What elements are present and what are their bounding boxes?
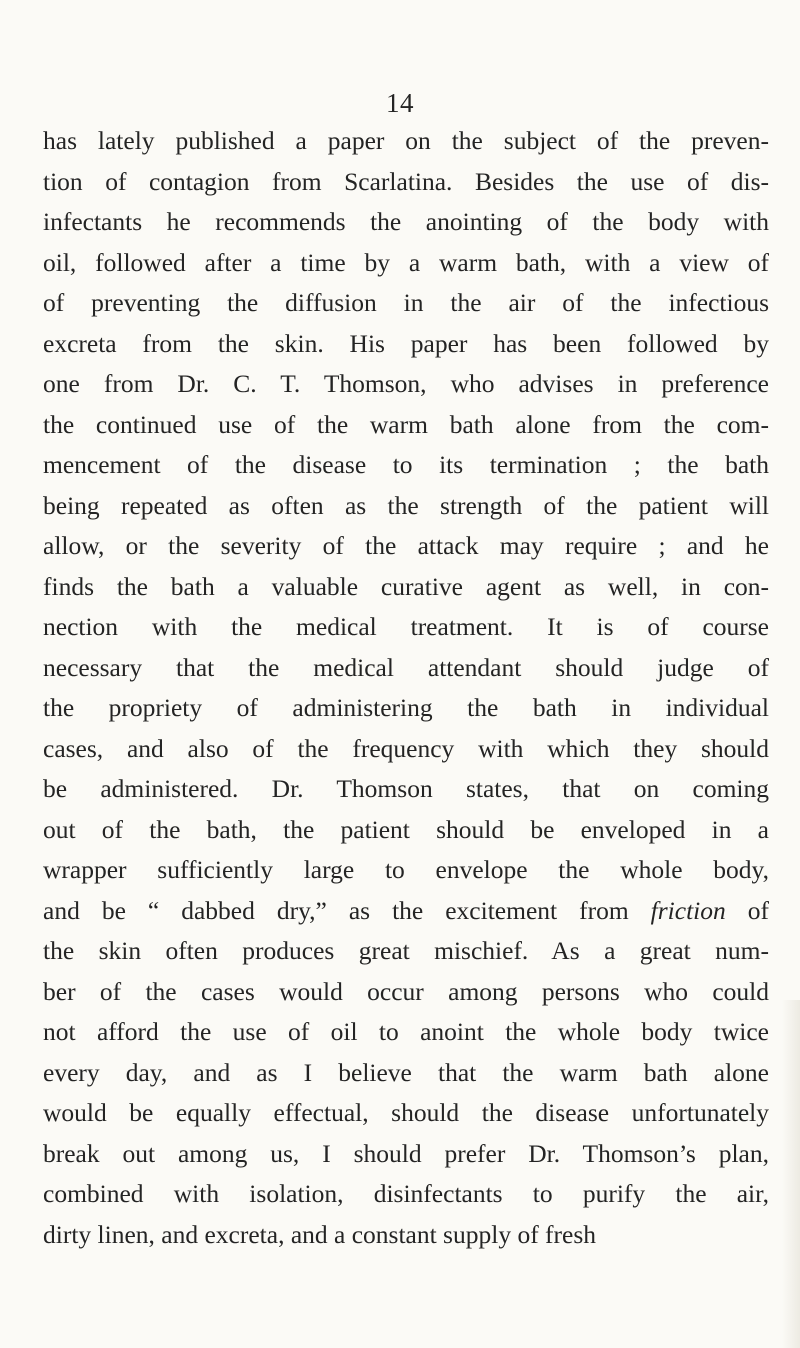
- page-number: 14: [386, 88, 414, 118]
- text-line: be administered. Dr. Thomson states, that on coming: [43, 774, 769, 803]
- text-line: mencement of the disease to its termination ; the bath: [43, 450, 769, 479]
- body-text: [43, 121, 769, 1255]
- text-line: oil, followed after a time by a warm bath, with a view of: [43, 247, 769, 277]
- italic-word: friction: [650, 895, 726, 925]
- text-line: ber of the cases would occur among persons who could: [43, 976, 769, 1006]
- text-line: one from Dr. C. T. Thomson, who advises in preference: [43, 369, 769, 398]
- text-line: infectants he recommends the anointing of the body with: [43, 207, 769, 236]
- text-line: cases, and also of the frequency with which they should: [43, 733, 769, 763]
- text-line: combined with isolation, disinfectants to purify the air,: [43, 1179, 769, 1208]
- text-line: excreta from the skin. His paper has been followed by: [43, 328, 769, 358]
- text-line: break out among us, I should prefer Dr. Thomson’s plan,: [43, 1138, 769, 1168]
- text-line: necessary that the medical attendant should judge of: [43, 652, 769, 682]
- text-line: has lately published a paper on the subject of the preven-: [43, 126, 769, 155]
- text-line: being repeated as often as the strength of the patient will: [43, 490, 769, 520]
- text-line: out of the bath, the patient should be enveloped in a: [43, 814, 769, 844]
- text-line: allow, or the severity of the attack may require ; and he: [43, 531, 769, 560]
- text-line: the continued use of the warm bath alone from the com-: [43, 409, 769, 439]
- text-line: nection with the medical treatment. It is of course: [43, 612, 769, 641]
- text-line: would be equally effectual, should the disease unfortunately: [43, 1098, 769, 1127]
- text-line: not afford the use of oil to anoint the whole body twice: [43, 1017, 769, 1046]
- text-segment: and be “ dabbed dry,” as the excitement from: [43, 895, 629, 925]
- text-segment: of: [725, 895, 769, 925]
- page-edge-shadow: [782, 1000, 800, 1348]
- text-line: dirty linen, and excreta, and a constant supply of fresh: [43, 1219, 597, 1249]
- text-line: wrapper sufficiently large to envelope the whole body,: [43, 855, 769, 884]
- text-line: of preventing the diffusion in the air of the infectious: [43, 288, 769, 317]
- text-line-with-italic: [43, 891, 769, 932]
- text-line: the skin often produces great mischief. As a great num-: [43, 936, 769, 965]
- text-line: every day, and as I believe that the warm bath alone: [43, 1057, 769, 1087]
- text-line: finds the bath a valuable curative agent as well, in con-: [43, 571, 769, 601]
- text-line: tion of contagion from Scarlatina. Besides the use of dis-: [43, 166, 769, 196]
- text-line: the propriety of administering the bath in individual: [43, 693, 769, 722]
